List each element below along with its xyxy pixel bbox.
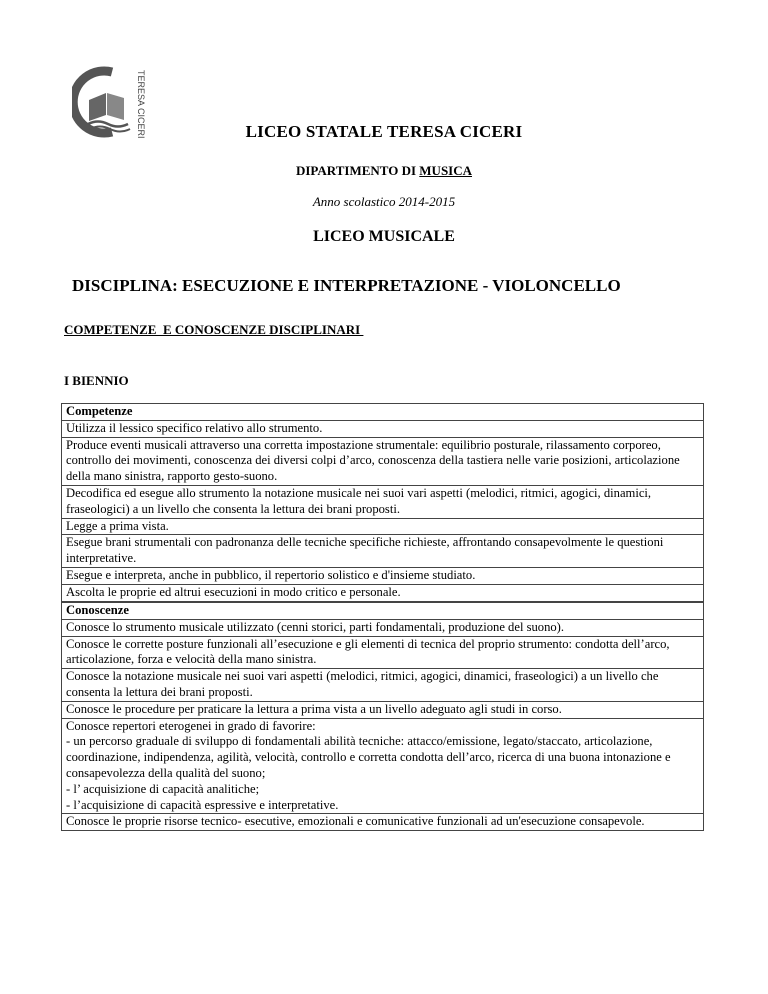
- course-title: LICEO MUSICALE: [313, 228, 455, 245]
- department-prefix: DIPARTIMENTO DI: [295, 163, 420, 178]
- svg-text:TERESA CICERI: TERESA CICERI: [136, 70, 146, 138]
- conoscenze-row: Conosce lo strumento musicale utilizzato (cenni storici, parti fondamentali, produzione del suono).: [62, 620, 703, 637]
- conoscenze-row: Conosce le corrette posture funzionali all’esecuzione e gli elementi di tecnica del proprio strumento: condotta dell’arco, articolazione, forza e velocità della mano sinistra.: [62, 637, 703, 670]
- competenze-row: Decodifica ed esegue allo strumento la notazione musicale nei suoi vari aspetti (melodici, ritmici, agogici, dinamici, fraseologici) a un livello che consenta la lettura dei brani proposti.: [62, 486, 703, 519]
- conoscenze-row: Conosce le procedure per praticare la lettura a prima vista a un livello adeguato agli studi in corso.: [62, 702, 703, 719]
- competenze-heading: Competenze: [62, 404, 703, 421]
- competenze-row: Utilizza il lessico specifico relativo allo strumento.: [62, 421, 703, 438]
- department-name: MUSICA: [419, 163, 473, 178]
- competenze-row: Esegue e interpreta, anche in pubblico, il repertorio solistico e d'insieme studiato.: [62, 568, 703, 585]
- competenze-row: Produce eventi musicali attraverso una corretta impostazione strumentale: equilibrio posturale, rilassamento corporeo, controllo dei movimenti, conoscenza dei diversi colpi d’arco, conoscenza della tastiera nelle varie posizioni, articolazione della mano sinistra, rapporto gesto-suono.: [62, 438, 703, 486]
- school-name: LICEO STATALE TERESA CICERI: [245, 122, 523, 141]
- discipline-title: DISCIPLINA: ESECUZIONE E INTERPRETAZIONE - VIOLONCELLO: [72, 276, 621, 295]
- conoscenze-row: Conosce repertori eterogenei in grado di favorire: - un percorso graduale di sviluppo di fondamentali abilità tecniche: attacco/emissione, legato/staccato, articolazione, coordinazione, indipendenza, agilità, velocità, controllo e corretta condotta dell’arco, ricerca di una buona intonazione e consapevolezza della qualità del suono; - l’ acquisizione di capacità analitiche; - l’acquisizione di capacità espressive e interpretative.: [62, 719, 703, 815]
- school-year: Anno scolastico 2014-2015: [312, 194, 456, 209]
- conoscenze-heading: Conoscenze: [62, 603, 703, 620]
- department-line: [0, 163, 768, 179]
- conoscenze-row: Conosce le proprie risorse tecnico- esecutive, emozionali e comunicative funzionali ad un'esecuzione consapevole.: [66, 814, 645, 829]
- level-title: I BIENNIO: [64, 373, 129, 388]
- section-title: COMPETENZE E CONOSCENZE DISCIPLINARI: [64, 322, 364, 337]
- competenze-table: [61, 403, 704, 602]
- competenze-row: Legge a prima vista.: [62, 519, 703, 536]
- conoscenze-row: Conosce la notazione musicale nei suoi vari aspetti (melodici, ritmici, agogici, dinamici, fraseologici) a un livello che consenta la lettura dei brani proposti.: [62, 669, 703, 702]
- competenze-row: Ascolta le proprie ed altrui esecuzioni in modo critico e personale.: [66, 584, 401, 599]
- conoscenze-table: [61, 602, 704, 831]
- competenze-row: Esegue brani strumentali con padronanza delle tecniche specifiche richieste, affrontando consapevolmente le questioni interpretative.: [62, 535, 703, 568]
